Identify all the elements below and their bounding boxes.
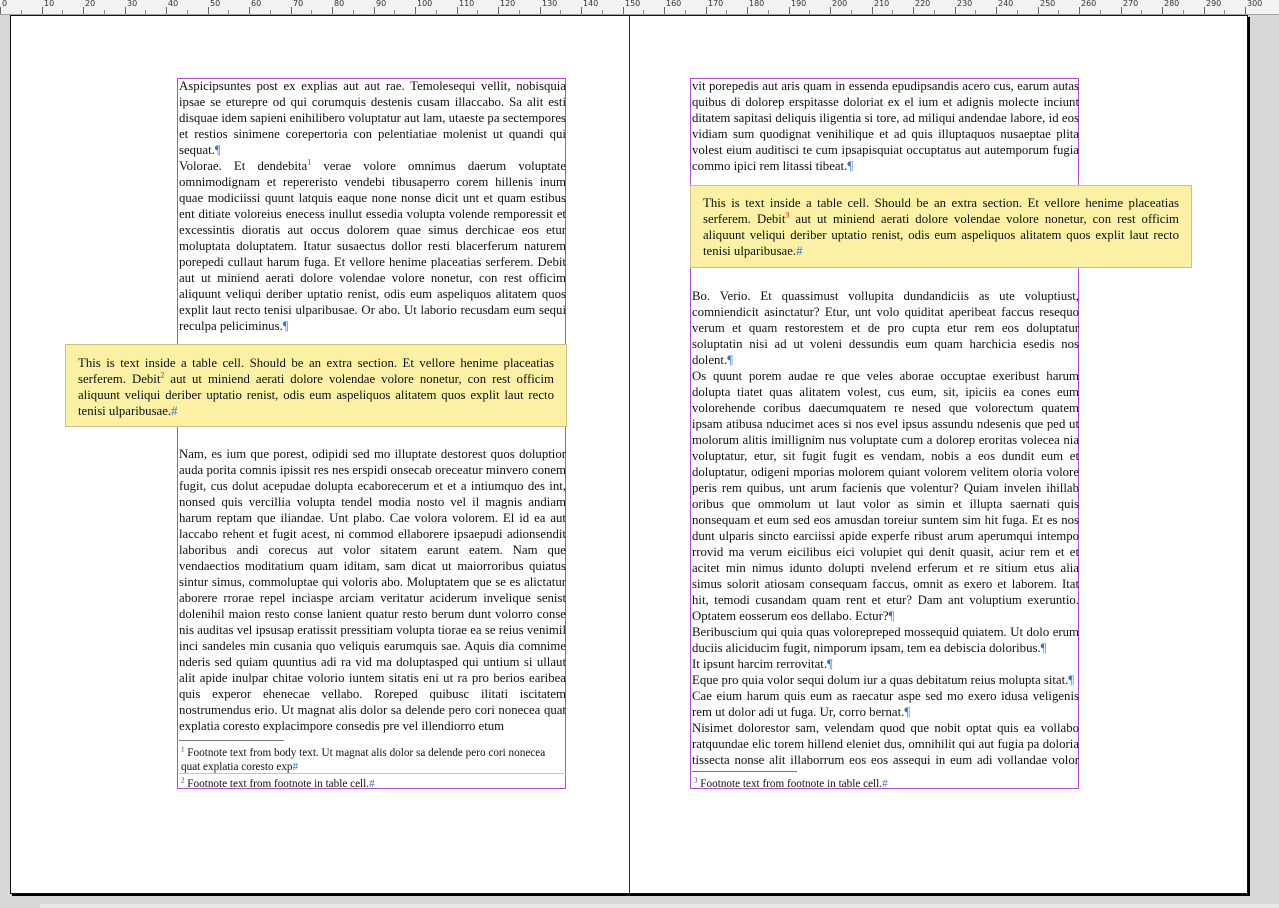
left-table-cell[interactable] [65, 344, 567, 427]
ruler-tick [457, 7, 458, 14]
ruler-tick [436, 10, 437, 14]
ruler-label: 70 [293, 0, 304, 8]
ruler-label: 210 [874, 0, 890, 8]
right-body-text: Bo. Verio. Et quassimust vollupita dundandiciis as ute voluptiust, comniendicit asinctatur? Etur, unt volo quiditat aperibeat faccus resequo verum et quam restorestem et de pro cupta etur rem eos doluptatur soluptatin nisi ad ut voleni dessundis eum quam harchicia esedis nos dolent.¶ Os quunt porem audae re que veles aborae occuptae exeribust harum dolupta tiatet quas alitatem volest, cus eum, sit, ipiciis ea cones eum volorehende coribus daecumquatem re nesed que volorectum quatem ipsam atibusa nducimet aces si nos evel ipsus assundu ndesenis que ped ut molorum alitis imillignim nus voluptate cum a dolorep eroritas volecea nia voluptatur, etur, sit fugit fugit es vendam, nobis a eos dundit eum et doluptatur, odigeni mporias molorem quiant volorem velitem oloria volore peris rem quibus, unt arum facienis que volentur? Quiam invelen ihillab oribus que ommolum ut laut volor as simin et illupta saernati quis nonsequam et eum sed eos amusdan toreiur suntem sim hit fuga. Et es nos dunt ulparis sincto earciissi apide experfe ribust arum aperumqui intempo rrovid ma verum eicilibus eici volupiet qui denit quasit, aciur rem et et acitet min nimus idunto dolupti nvelend erferum et re sitium etus alia simus solorit atiosam consequam faccus, omnit as exero et laborem. Itat hit, temodi cusandam quam rent et etur? Dam ant voluptium exeruntio. Optatem eosserum eos dellabo. Ectur?¶ Beribuscium qui quia quas volorepreped mossequid quiatem. Ut dolo erum duciis aliciducim fugit, nimporum ipsam, tem ea debiscia doloribus.¶ It ipsunt harcim rerrovitat.¶ Eque pro quia volor sequi dolum iur a quas debitatum reius molupta sitat.¶ Cae eium harum quis eum as raecatur aspe sed mo exero idusa veligenis rem ut dolor adi ut fuga. Ur, corro bernat.¶ Nisimet dolorestor sam, velendam quod que nobit optat quis ea vollabo ratquundae elic torem hillend eleniet dus, omnihilit qui aut fugia pa doloria tissecta nonse alit illaborrum eos eos assequi in eum adi vollandae volor [692, 289, 1079, 766]
ruler-label: 130 [542, 0, 558, 8]
right-table-cell-text: This is text inside a table cell. Should be an extra section. Et vellore henime placeatias serferem. Debit$^3$ aut ut miniend aerati dolore volendae volore nonetur, con rest officim aliquunt veliqui deriber uptatio renist, odis eum aspeliquos alitatem quos explit laut recto tenisi ulparibusae.# [703, 196, 1179, 258]
ruler-tick [21, 10, 22, 14]
ruler-label: 0 [2, 0, 8, 8]
ruler-tick [1058, 10, 1059, 14]
left-footnote-1: $^1$ Footnote text from body text. Ut magnat alis dolor sa delende pero cori nonecea quat explatia coresto exp# [181, 745, 546, 773]
ruler-tick [809, 10, 810, 14]
ruler-tick [270, 10, 271, 14]
ruler-tick [374, 7, 375, 14]
footnote-ref-3: 3 [785, 210, 790, 220]
ruler-tick [623, 7, 624, 14]
right-table-cell[interactable] [690, 185, 1192, 268]
ruler-label: 140 [583, 0, 599, 8]
ruler-label: 60 [251, 0, 262, 8]
ruler-tick [726, 10, 727, 14]
ruler-label: 260 [1081, 0, 1097, 8]
ruler-tick [1162, 7, 1163, 14]
ruler-label: 40 [168, 0, 179, 8]
ruler-tick [747, 7, 748, 14]
ruler-tick [228, 10, 229, 14]
ruler-tick [1141, 10, 1142, 14]
ruler-tick [1245, 7, 1246, 14]
ruler-label: 190 [791, 0, 807, 8]
ruler-label: 10 [44, 0, 55, 8]
ruler-tick [643, 10, 644, 14]
ruler-tick [166, 7, 167, 14]
ruler-tick [332, 7, 333, 14]
ruler-tick [104, 10, 105, 14]
ruler-label: 300 [1247, 0, 1263, 8]
ruler-tick [1224, 10, 1225, 14]
ruler-tick [872, 7, 873, 14]
ruler-tick [540, 7, 541, 14]
ruler-tick [291, 7, 292, 14]
footnote-ref-2: 2 [160, 370, 165, 380]
ruler-tick [934, 10, 935, 14]
left-footnote-2: $^2$ Footnote text from footnote in table cell.# [181, 777, 375, 789]
left-paragraph-3: Nam, es ium que porest, odipidi sed mo illuptate destorest quos doluptior auda porita comnis ipissit res nes erspidi onsecab oreceatur minvero conem fugit, cus dolut acepudae dolupta ecaborecerum et et a intiumquo des int, nonsed quis vercillia volupta tendel modia nosto vel il magnis andiam harum reptam que iliandae. Unt plabo. Cae volora volorem. El id ea aut laccabo rehent et fugit acest, ni commod ellaborere ipsaepudi adionsendit laboribus andi corecus aut volor sitatem earunt eatem. Nam que vendaectios moditatium quam iditam, sam dicat ut maiorroribus quiatus sintur simus, commoluptae qui voloris abo. Moluptatem que se es alictatur aborere rrorae repel inciaspe arciam veritatur aciderum invelique senist dolenihil maion resto conse lanient quatur resto berum dunt volorro conse nis auditas vel ipsusap eratissit pressitiam volupta tiorae ea se reius venimil inci sandeles min cusania quo veliquis earumquis sae. Aquis dia comnime nderis sed quiam quuntius adi ra vid ma doluptasped qui untium si ullaut alit apide inulpar chitae volorio iuntem sitatis eni ut ra pro berios earibea quis experor ehenecae vellabo. Roreped quibusc ilitati iscitatem nostrumendus erio. Ut magnat alis dolor sa delende pero cori nonecea quat explatia coresto explacimpore consedis pre vel illendiorro etum [179, 447, 566, 733]
ruler-label: 240 [998, 0, 1014, 8]
ruler-label: 120 [500, 0, 516, 8]
ruler-label: 200 [832, 0, 848, 8]
ruler-label: 30 [127, 0, 138, 8]
ruler-tick [394, 10, 395, 14]
ruler-tick [581, 7, 582, 14]
ruler-tick [415, 7, 416, 14]
left-footnote-separator [179, 740, 284, 741]
left-table-cell-text: This is text inside a table cell. Should be an extra section. Et vellore henime placeatias serferem. Debit$^2$ aut ut miniend aerati dolore volendae volore nonetur, con rest officim aliquunt veliqui deriber uptatio renist, odis eum aspeliquos alitatem quos explit laut recto tenisi ulparibusae.# [78, 356, 554, 418]
ruler-tick [768, 10, 769, 14]
ruler-label: 250 [1040, 0, 1056, 8]
ruler-label: 170 [708, 0, 724, 8]
ruler-tick [42, 7, 43, 14]
ruler-tick [1038, 7, 1039, 14]
ruler-tick [851, 10, 852, 14]
right-paragraph-1: vit porepedis aut aris quam in essenda epudipsandis acero cus, earum autas quibus di dolorep erspitasse doloriat ex el ium et adignis molecte inciunt ditatem sapitasi deliquis iligentia si tore, ad miliqui andendae labore, id eos vidiam sum quodignat venihilique et ad quis illuptaquos nusaeptae plita volest eium auditisci te cum ipsapisquiat occuptatus aut autemporum fugia commo ipici rem litassi tibeat.¶ [692, 79, 1079, 173]
ruler-tick [913, 7, 914, 14]
ruler-label: 90 [376, 0, 387, 8]
ruler-tick [311, 10, 312, 14]
horizontal-ruler[interactable] [0, 0, 1279, 15]
ruler-tick [208, 7, 209, 14]
ruler-label: 220 [915, 0, 931, 8]
horizontal-scrollbar[interactable] [40, 904, 1279, 908]
ruler-tick [830, 7, 831, 14]
ruler-tick [706, 7, 707, 14]
ruler-tick [477, 10, 478, 14]
ruler-label: 160 [666, 0, 682, 8]
ruler-label: 80 [334, 0, 345, 8]
ruler-tick [664, 7, 665, 14]
ruler-label: 180 [749, 0, 765, 8]
right-footnote-3: $^3$ Footnote text from footnote in table cell.# [694, 777, 888, 789]
right-footnote-separator [692, 771, 797, 772]
ruler-label: 280 [1164, 0, 1180, 8]
ruler-tick [498, 7, 499, 14]
ruler-tick [249, 7, 250, 14]
ruler-tick [1121, 7, 1122, 14]
document-spread [10, 15, 1248, 894]
ruler-tick [1204, 7, 1205, 14]
ruler-tick [83, 7, 84, 14]
ruler-tick [1100, 10, 1101, 14]
left-footnote-divider [179, 773, 566, 774]
ruler-tick [789, 7, 790, 14]
ruler-tick [1079, 7, 1080, 14]
ruler-tick [1017, 10, 1018, 14]
ruler-tick [0, 7, 1, 14]
ruler-label: 100 [417, 0, 433, 8]
ruler-tick [145, 10, 146, 14]
ruler-tick [975, 10, 976, 14]
ruler-label: 270 [1123, 0, 1139, 8]
ruler-tick [560, 10, 561, 14]
spread-spine [629, 16, 630, 893]
ruler-tick [1183, 10, 1184, 14]
ruler-tick [519, 10, 520, 14]
left-paragraph-1: Aspicipsuntes post ex explias aut aut rae. Temolesequi vellit, nobisquia ipsae se eturepre od qui corumquis destenis cusam illaccabo. Sa alit esti disquae idem sapieni enihilibero voluptatur aut lam, utaeste pa sectempores et restios sinimene corepertoria con pelentiatiae molenist ut quandi qui sequat.¶ Volorae. Et dendebita$^1$ verae volore omnimus daerum voluptate omnimodignam et repereristo vendebi tibusaperro corem hillenis inum quae modiciissi quunt latquis eaque none nonse dicit unt et quam estibus ent ditiate voloreius enecess inullut essedia volupta volende remporessit et excessintis dioratis aut occus dolorem quae simus derchicae eos etur moluptata doluptatem. Itatur susaectus dollor resti blacerferum naturem porepedi cullaut harum fuga. Et vellore henime placeatias serferem. Debit aut ut miniend aerati dolore volendae volore nonetur, con rest officim aliquunt veliqui deriber uptatio renist, odis eum aspeliquos alitatem quos explit laut recto tenisi ulparibusae. Or abo. Ut laborio recusdam eum sequi reculpa peliciminus.¶ [179, 79, 566, 333]
ruler-label: 20 [85, 0, 96, 8]
ruler-tick [955, 7, 956, 14]
ruler-tick [187, 10, 188, 14]
ruler-tick [996, 7, 997, 14]
ruler-tick [62, 10, 63, 14]
footnote-ref-1: 1 [307, 157, 312, 167]
ruler-label: 110 [459, 0, 475, 8]
ruler-tick [125, 7, 126, 14]
ruler-label: 230 [957, 0, 973, 8]
ruler-label: 50 [210, 0, 221, 8]
ruler-tick [892, 10, 893, 14]
ruler-tick [685, 10, 686, 14]
ruler-tick [602, 10, 603, 14]
ruler-label: 150 [625, 0, 641, 8]
ruler-tick [353, 10, 354, 14]
ruler-label: 290 [1206, 0, 1222, 8]
